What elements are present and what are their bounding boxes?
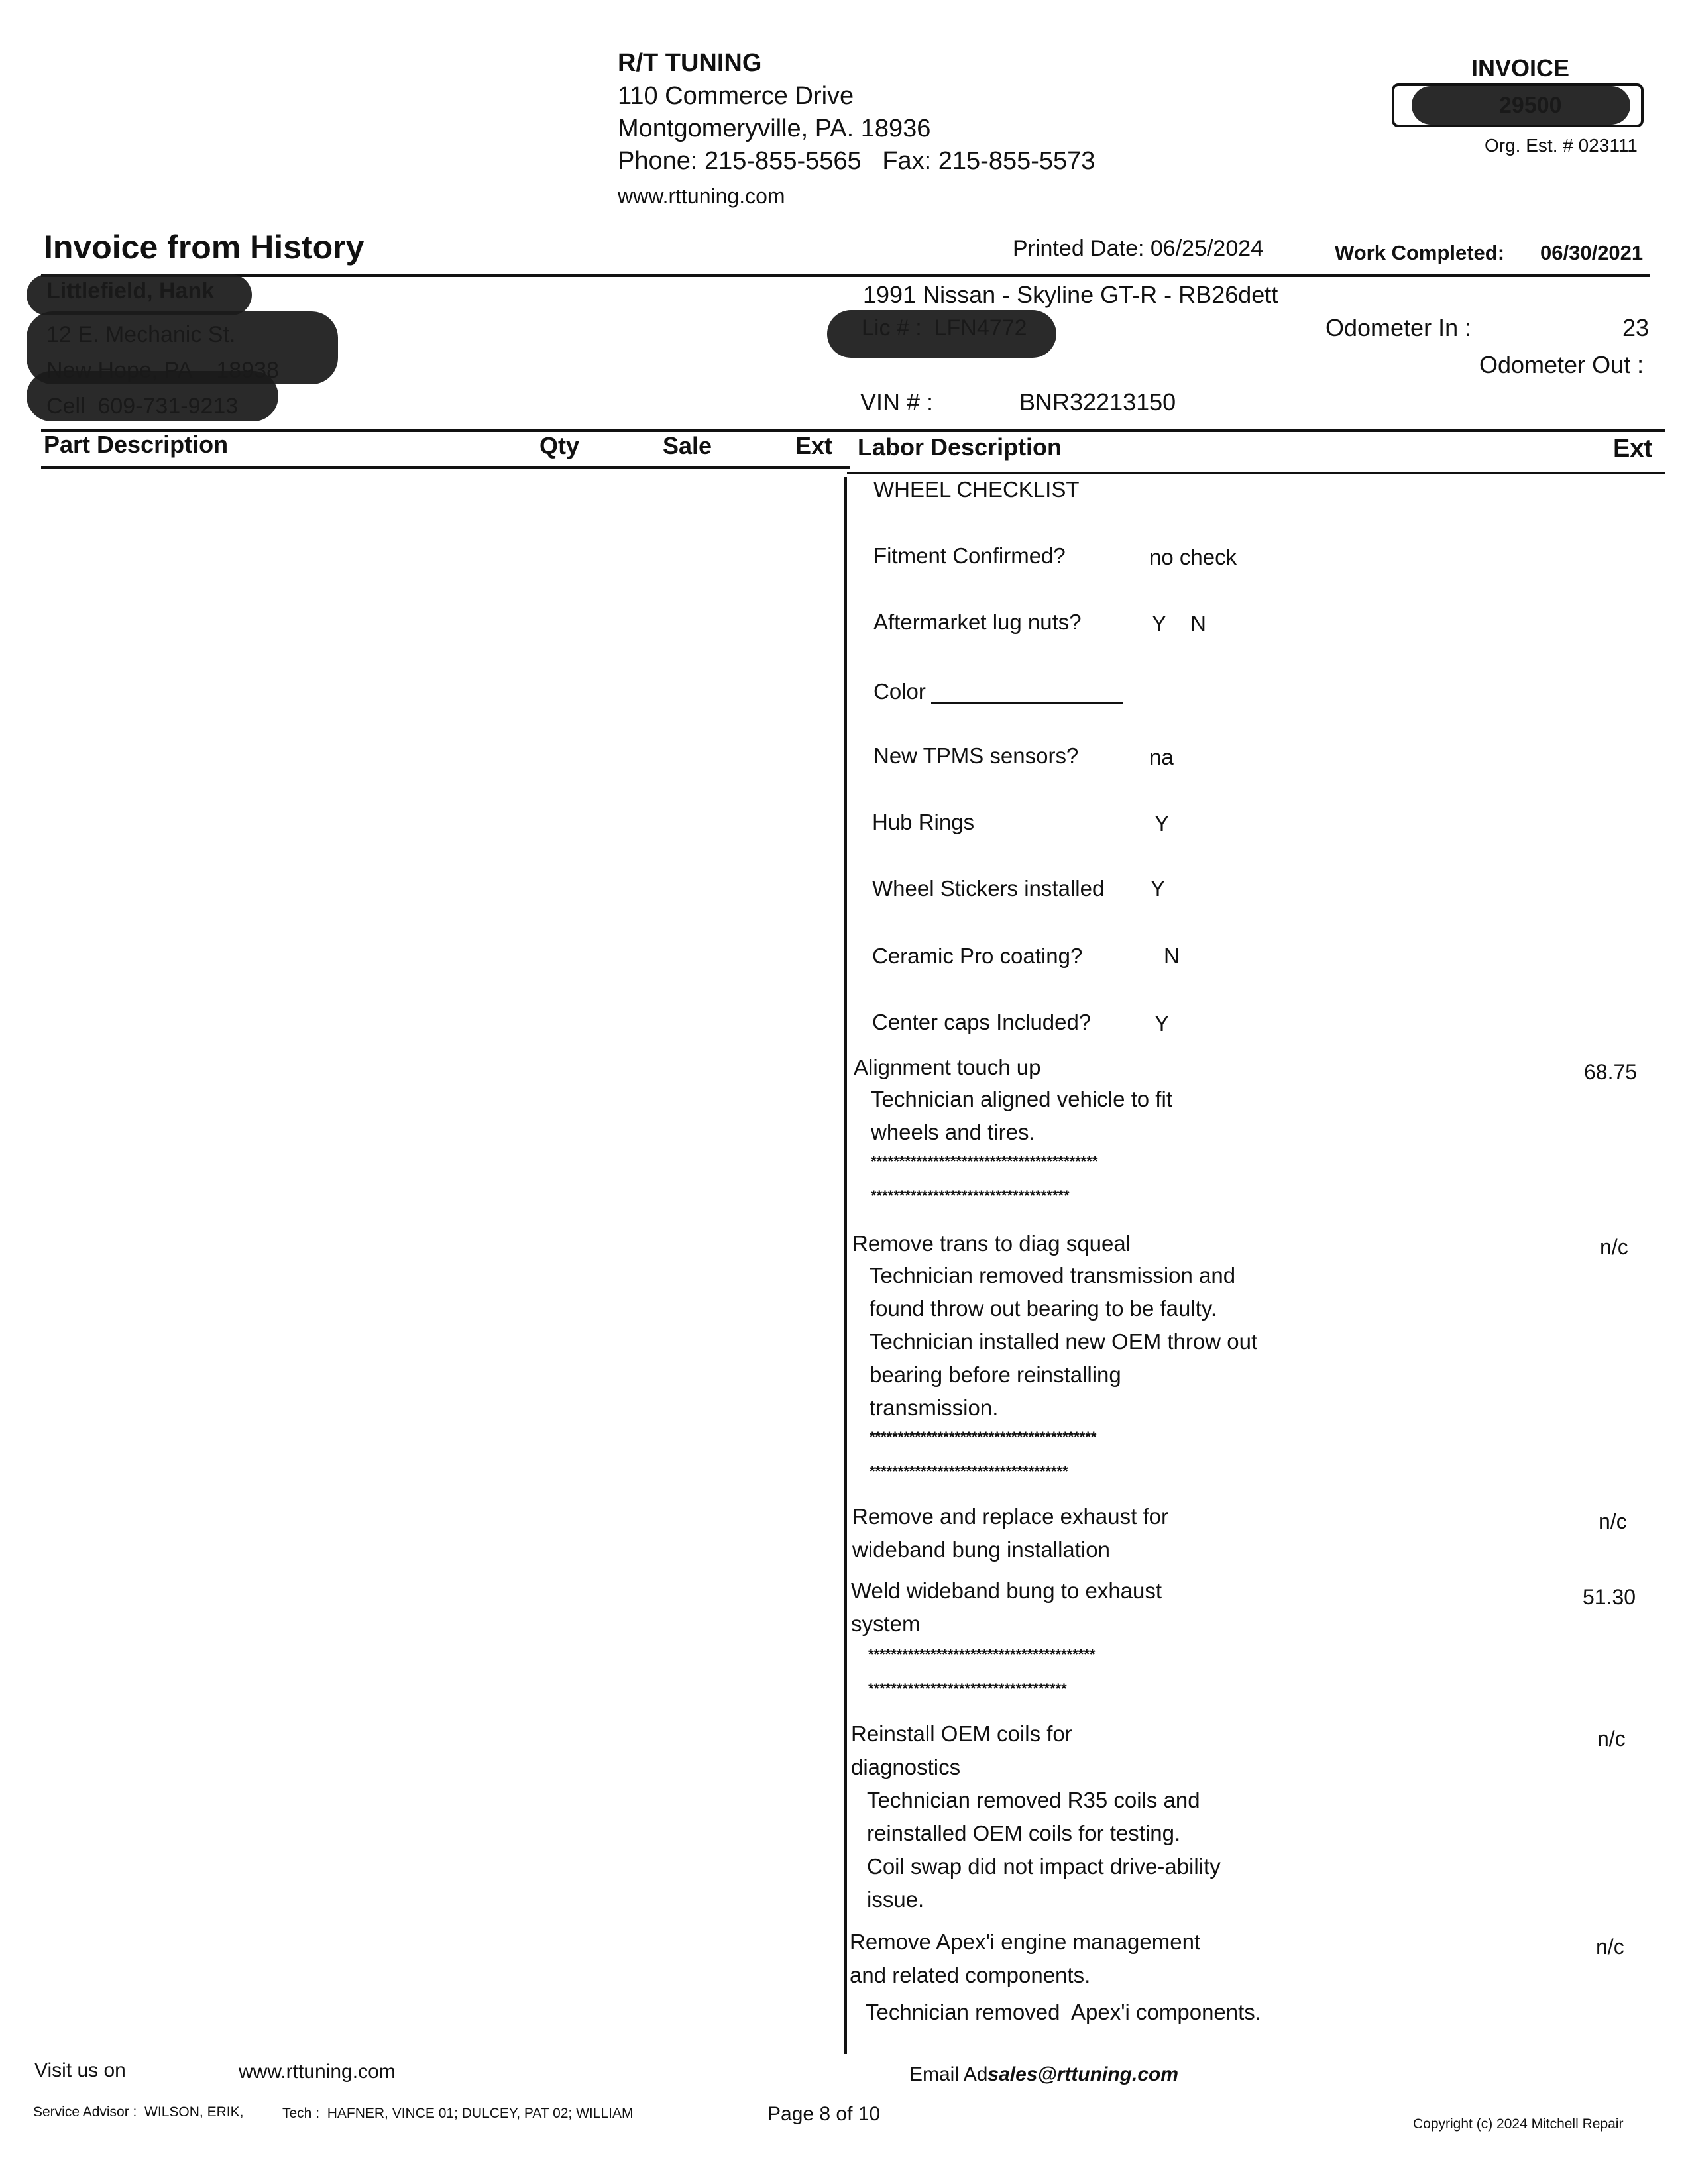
labor-trans-note: Technician removed transmission and: [870, 1263, 1236, 1287]
labor-weld-title: Weld wideband bung to exhaust: [851, 1578, 1162, 1603]
customer-redaction-1: [27, 274, 252, 315]
labor-coils-title: Reinstall OEM coils for: [851, 1721, 1072, 1746]
columns-left-rule: [41, 466, 850, 469]
vin-label: VIN # :: [860, 388, 934, 415]
checklist-label-lug-nuts: Aftermarket lug nuts?: [873, 610, 1082, 634]
labor-trans-note: transmission.: [870, 1395, 999, 1420]
license-redaction: [827, 310, 1056, 358]
columns-top-rule: [41, 429, 1665, 432]
checklist-value-tpms: na: [1149, 745, 1174, 769]
labor-apexi-title: and related components.: [850, 1963, 1091, 1987]
checklist-color-blank: [931, 676, 1123, 704]
checklist-label-fitment: Fitment Confirmed?: [873, 543, 1066, 568]
labor-exhaust-title: Remove and replace exhaust for: [852, 1504, 1168, 1529]
checklist-label-center-caps: Center caps Included?: [872, 1010, 1092, 1034]
labor-coils-note: Technician removed R35 coils and: [867, 1788, 1200, 1812]
odometer-out-label: Odometer Out :: [1479, 351, 1644, 378]
labor-weld-stars-short: ***********************************: [868, 1680, 1067, 1697]
labor-coils-title: diagnostics: [851, 1755, 961, 1779]
labor-weld-title: system: [851, 1611, 921, 1636]
labor-trans-stars-long: ****************************************: [870, 1429, 1097, 1445]
col-ext: Ext: [795, 432, 833, 459]
column-separator: [844, 477, 847, 2054]
labor-trans-stars-short: ***********************************: [870, 1463, 1068, 1480]
footer-technicians: Tech : HAFNER, VINCE 01; DULCEY, PAT 02; WILLIAM: [282, 2106, 634, 2121]
invoice-label: INVOICE: [1471, 54, 1570, 82]
work-completed-label: Work Completed:: [1335, 241, 1505, 264]
checklist-value-lug-nuts: Y N: [1152, 611, 1206, 635]
footer-page-number: Page 8 of 10: [767, 2103, 881, 2125]
odometer-in-value: 23: [1622, 314, 1650, 341]
printed-date: Printed Date: 06/25/2024: [1013, 236, 1264, 261]
labor-trans-ext: n/c: [1600, 1235, 1628, 1259]
checklist-value-ceramic: N: [1164, 944, 1180, 968]
labor-trans-note: Technician installed new OEM throw out: [870, 1329, 1258, 1354]
labor-exhaust-title: wideband bung installation: [852, 1537, 1110, 1562]
checklist-label-ceramic: Ceramic Pro coating?: [872, 944, 1083, 968]
labor-alignment-note: wheels and tires.: [871, 1120, 1035, 1144]
col-labor-ext: Ext: [1613, 435, 1653, 463]
invoice-number-redaction: [1412, 86, 1630, 125]
labor-alignment-ext: 68.75: [1584, 1060, 1638, 1084]
checklist-value-hub-rings: Y: [1154, 811, 1170, 836]
col-sale: Sale: [663, 432, 712, 459]
customer-redaction-3: [27, 371, 278, 421]
checklist-label-hub-rings: Hub Rings: [872, 810, 975, 834]
page-title: Invoice from History: [44, 229, 365, 266]
shop-address-line-2: Montgomeryville, PA. 18936: [618, 115, 931, 142]
col-labor-description: Labor Description: [858, 433, 1062, 461]
shop-phone-fax: Phone: 215-855-5565 Fax: 215-855-5573: [618, 147, 1096, 175]
labor-alignment-note: Technician aligned vehicle to fit: [871, 1087, 1172, 1111]
labor-coils-note: issue.: [867, 1887, 925, 1912]
labor-apexi-note: Technician removed Apex'i components.: [866, 2000, 1261, 2024]
odometer-in-label: Odometer In :: [1325, 314, 1472, 341]
labor-alignment-stars-long: ****************************************: [871, 1153, 1098, 1170]
checklist-value-fitment: no check: [1149, 545, 1237, 569]
checklist-value-stickers: Y: [1151, 876, 1166, 901]
checklist-label-tpms: New TPMS sensors?: [873, 743, 1079, 768]
labor-coils-note: reinstalled OEM coils for testing.: [867, 1821, 1181, 1845]
checklist-label-stickers: Wheel Stickers installed: [872, 876, 1105, 901]
org-est-number: Org. Est. # 023111: [1485, 135, 1638, 156]
header-divider: [41, 274, 1650, 277]
labor-trans-note: bearing before reinstalling: [870, 1362, 1121, 1387]
footer-website-link[interactable]: www.rttuning.com: [239, 2061, 396, 2083]
work-completed-date: 06/30/2021: [1540, 241, 1644, 264]
footer-visit-label: Visit us on: [34, 2059, 126, 2081]
footer-email: [909, 2063, 1178, 2086]
footer-copyright: Copyright (c) 2024 Mitchell Repair: [1413, 2116, 1624, 2132]
vin-number: BNR32213150: [1019, 388, 1176, 415]
labor-apexi-ext: n/c: [1596, 1935, 1624, 1959]
footer-email-link[interactable]: sales@rttuning.com: [987, 2063, 1179, 2085]
labor-weld-stars-long: ****************************************: [868, 1646, 1096, 1663]
labor-trans-note: found throw out bearing to be faulty.: [870, 1296, 1217, 1321]
labor-exhaust-ext: n/c: [1599, 1509, 1627, 1533]
checklist-color-text: Color: [873, 679, 926, 704]
checklist-value-center-caps: Y: [1154, 1011, 1170, 1036]
labor-weld-ext: 51.30: [1583, 1585, 1636, 1609]
vehicle-description: 1991 Nissan - Skyline GT-R - RB26dett: [863, 281, 1278, 308]
shop-address-line-1: 110 Commerce Drive: [618, 82, 854, 110]
labor-alignment-title: Alignment touch up: [854, 1055, 1041, 1079]
footer-email-label: Email Ad: [909, 2063, 988, 2085]
shop-website: www.rttuning.com: [618, 184, 785, 208]
labor-coils-ext: n/c: [1597, 1727, 1626, 1751]
labor-coils-note: Coil swap did not impact drive-ability: [867, 1854, 1221, 1879]
columns-right-rule: [847, 472, 1665, 474]
col-part-description: Part Description: [44, 431, 229, 458]
shop-name: R/T TUNING: [618, 49, 762, 77]
col-qty: Qty: [539, 432, 580, 459]
checklist-title: WHEEL CHECKLIST: [873, 477, 1080, 502]
labor-alignment-stars-short: ***********************************: [871, 1187, 1070, 1204]
labor-trans-title: Remove trans to diag squeal: [852, 1231, 1131, 1256]
footer-service-advisor: Service Advisor : WILSON, ERIK,: [33, 2104, 244, 2120]
checklist-label-color: [873, 676, 1123, 704]
labor-apexi-title: Remove Apex'i engine management: [850, 1930, 1201, 1954]
